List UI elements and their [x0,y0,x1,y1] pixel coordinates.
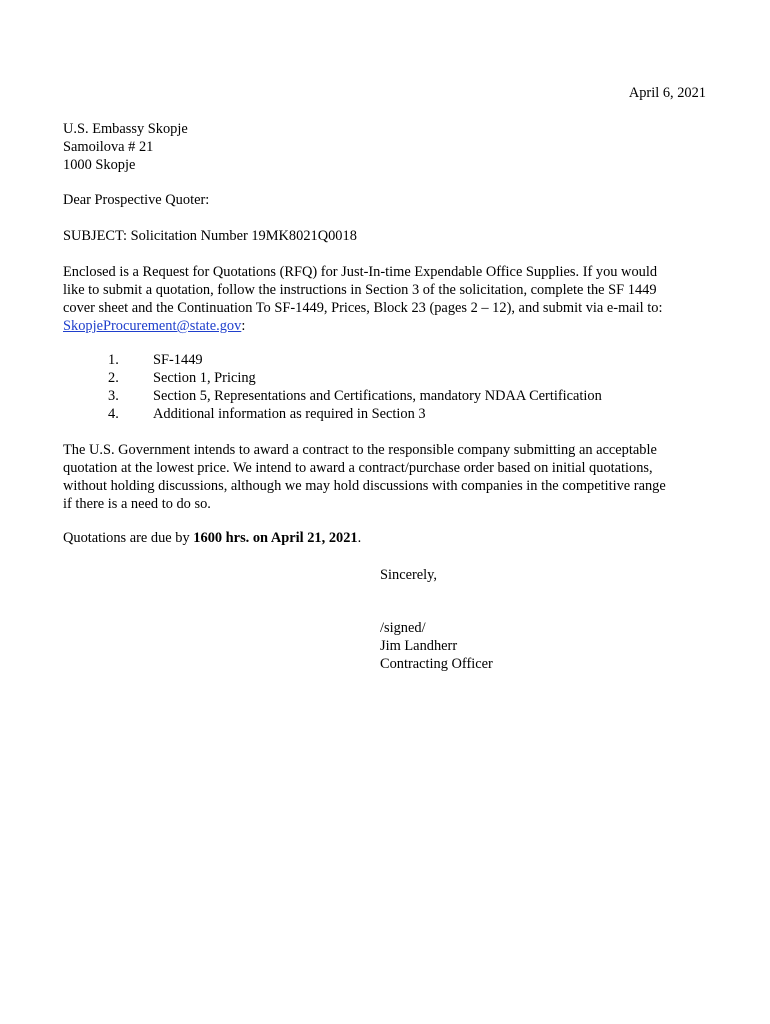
list-item [63,405,708,423]
email-link[interactable]: SkopjeProcurement@state.gov [63,318,242,334]
due-deadline: 1600 hrs. on April 21, 2021 [193,530,358,546]
address-line-2: Samoilova # 21 [63,139,154,155]
list-item-text: Section 5, Representations and Certifications, mandatory NDAA Certification [153,388,602,404]
award-line-1: The U.S. Government intends to award a contract to the responsible company submitting an acceptable [63,442,657,458]
requirements-list [63,351,708,423]
signature-block [380,619,493,673]
list-item [63,351,708,369]
list-item-text: SF-1449 [153,352,203,368]
list-item [63,369,708,387]
intro-line-3: cover sheet and the Continuation To SF-1449, Prices, Block 23 (pages 2 – 12), and submit via e-mail to: [63,300,663,316]
intro-line-4 [63,317,708,335]
sender-address [63,120,708,174]
list-item-number: 1. [108,352,119,368]
list-item-text: Additional information as required in Section 3 [153,406,426,422]
intro-line-2: like to submit a quotation, follow the instructions in Section 3 of the solicitation, complete the SF 1449 [63,282,657,298]
signed-mark: /signed/ [380,620,426,636]
email-colon: : [241,318,246,334]
signer-name: Jim Landherr [380,638,458,654]
award-line-2: quotation at the lowest price. We intend to award a contract/purchase order based on initial quotations, [63,460,653,476]
signer-title: Contracting Officer [380,656,493,672]
list-item-text: Section 1, Pricing [153,370,256,386]
intro-paragraph [63,263,708,335]
list-item [63,387,708,405]
intro-line-1: Enclosed is a Request for Quotations (RFQ) for Just-In-time Expendable Office Supplies. If you would [63,264,658,280]
award-paragraph [63,441,708,513]
salutation: Dear Prospective Quoter: [63,192,210,208]
closing: Sincerely, [380,567,438,583]
list-item-number: 3. [108,388,119,404]
award-line-4: if there is a need to do so. [63,496,211,512]
list-item-number: 4. [108,406,119,422]
address-line-1: U.S. Embassy Skopje [63,121,188,137]
due-suffix: . [357,530,362,546]
award-line-3: without holding discussions, although we may hold discussions with companies in the competitive range [63,478,666,494]
due-date-line [63,529,708,547]
due-prefix: Quotations are due by [63,530,194,546]
letter-date: April 6, 2021 [628,85,706,101]
subject-line: SUBJECT: Solicitation Number 19MK8021Q0018 [63,228,357,244]
address-line-3: 1000 Skopje [63,157,136,173]
list-item-number: 2. [108,370,119,386]
